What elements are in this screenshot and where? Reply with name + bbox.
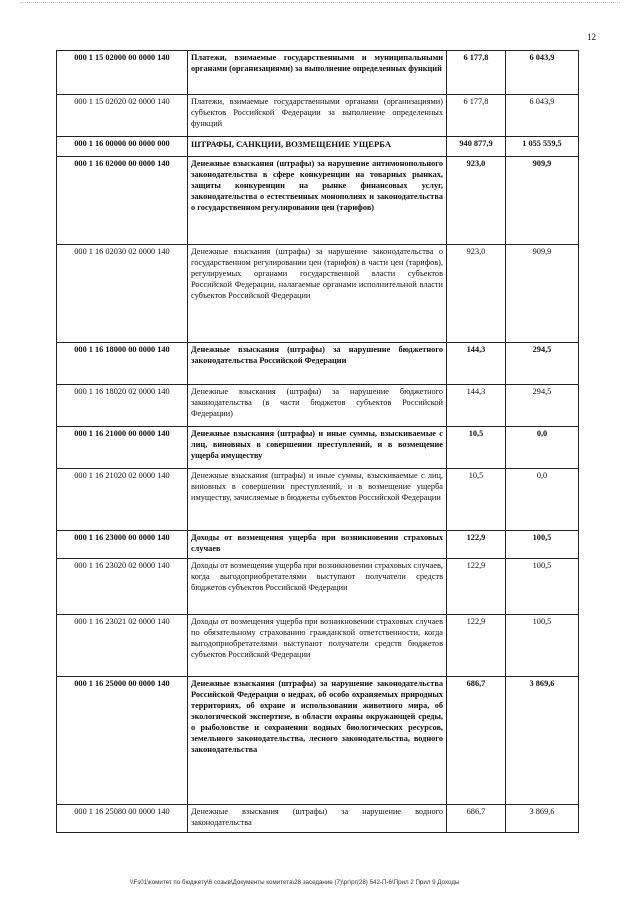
budget-code: 000 1 16 21000 00 0000 140	[57, 427, 188, 469]
table-row	[57, 51, 579, 95]
budget-code: 000 1 16 18020 02 0000 140	[57, 385, 188, 427]
income-name: ШТРАФЫ, САНКЦИИ, ВОЗМЕЩЕНИЕ УЩЕРБА	[188, 137, 447, 157]
budget-code: 000 1 16 18000 00 0000 140	[57, 343, 188, 385]
value-plan: 144,3	[447, 343, 506, 385]
table-row	[57, 385, 579, 427]
table-row	[57, 677, 579, 805]
value-actual: 3 869,6	[506, 805, 579, 833]
value-actual: 6 043,9	[506, 51, 579, 95]
value-actual: 294,5	[506, 385, 579, 427]
value-plan: 6 177,8	[447, 51, 506, 95]
budget-code: 000 1 15 02020 02 0000 140	[57, 95, 188, 137]
budget-code: 000 1 16 02030 02 0000 140	[57, 245, 188, 343]
table-row	[57, 427, 579, 469]
table-row	[57, 343, 579, 385]
value-actual: 6 043,9	[506, 95, 579, 137]
income-name: Денежные взыскания (штрафы) за нарушение бюджетного законодательства Российской Федерации	[188, 343, 447, 385]
value-plan: 122,9	[447, 559, 506, 615]
value-actual: 909,9	[506, 245, 579, 343]
income-name: Доходы от возмещения ущерба при возникновении страховых случаев по обязательному страхованию гражданской ответственности, когда выгодоприобретателями выступают получатели средств бюджетов субъектов Российской Федерации	[188, 615, 447, 677]
income-name: Денежные взыскания (штрафы) за нарушение законодательства Российской Федерации о недрах, об особо охраняемых природных территориях, об охране и использовании животного мира, об экологической экспертизе, в области охраны окружающей среды, о рыболовстве и сохранении водных биологических ресурсов, земельного законодательства, лесного законодательства, водного законодательства	[188, 677, 447, 805]
table-row	[57, 95, 579, 137]
value-plan: 686,7	[447, 805, 506, 833]
value-plan: 122,9	[447, 615, 506, 677]
table-row	[57, 137, 579, 157]
table-row	[57, 531, 579, 559]
income-name: Платежи, взимаемые государственными и муниципальными органами (организациями) за выполнение определенных функций	[188, 51, 447, 95]
budget-code: 000 1 16 25000 00 0000 140	[57, 677, 188, 805]
value-actual: 909,9	[506, 157, 579, 245]
budget-code: 000 1 16 23000 00 0000 140	[57, 531, 188, 559]
budget-code: 000 1 16 21020 02 0000 140	[57, 469, 188, 531]
value-plan: 923,0	[447, 245, 506, 343]
value-actual: 294,5	[506, 343, 579, 385]
income-name: Доходы от возмещения ущерба при возникновении страховых случаев, когда выгодоприобретателями выступают получатели средств бюджетов субъектов Российской Федерации	[188, 559, 447, 615]
value-actual: 100,5	[506, 531, 579, 559]
value-plan: 10,5	[447, 427, 506, 469]
value-plan: 144,3	[447, 385, 506, 427]
budget-code: 000 1 15 02000 00 0000 140	[57, 51, 188, 95]
value-actual: 100,5	[506, 615, 579, 677]
budget-code: 000 1 16 23021 02 0000 140	[57, 615, 188, 677]
income-name: Денежные взыскания (штрафы) за нарушение законодательства о государственном регулировании цен (тарифов) в части цен (тарифов), регулируемых органами государственной власти субъектов Российской Федерации, налагаемые органами исполнительной власти субъектов Российской Федерации	[188, 245, 447, 343]
table-row	[57, 157, 579, 245]
value-actual: 0,0	[506, 427, 579, 469]
income-name: Платежи, взимаемые государственными органами (организациями) субъектов Российской Федерации за выполнение определенных функций	[188, 95, 447, 137]
value-plan: 122,9	[447, 531, 506, 559]
file-path-footer: \\Fs01\комитет по бюджету\6 созыв\Документы комитета\28 заседание (7)\рг\рг(28) 542-П-6\Прил 2 Прил 9 Доходы	[130, 879, 460, 886]
value-plan: 940 877,9	[447, 137, 506, 157]
budget-code: 000 1 16 25080 00 0000 140	[57, 805, 188, 833]
income-name: Доходы от возмещения ущерба при возникновении страховых случаев	[188, 531, 447, 559]
scan-artifact-line	[20, 2, 620, 7]
value-plan: 923,0	[447, 157, 506, 245]
table-row	[57, 245, 579, 343]
value-actual: 1 055 559,5	[506, 137, 579, 157]
value-plan: 6 177,8	[447, 95, 506, 137]
value-plan: 686,7	[447, 677, 506, 805]
income-name: Денежные взыскания (штрафы) за нарушение бюджетного законодательства (в части бюджетов субъектов Российской Федерации)	[188, 385, 447, 427]
income-name: Денежные взыскания (штрафы) и иные суммы, взыскиваемые с лиц, виновных в совершении преступлений, и в возмещение ущерба имуществу	[188, 427, 447, 469]
page-number: 12	[587, 32, 596, 42]
revenue-table	[56, 50, 579, 833]
table-row	[57, 805, 579, 833]
income-name: Денежные взыскания (штрафы) за нарушение водного законодательства	[188, 805, 447, 833]
value-actual: 0,0	[506, 469, 579, 531]
value-actual: 100,5	[506, 559, 579, 615]
table-row	[57, 469, 579, 531]
value-plan: 10,5	[447, 469, 506, 531]
table-row	[57, 559, 579, 615]
budget-code: 000 1 16 23020 02 0000 140	[57, 559, 188, 615]
value-actual: 3 869,6	[506, 677, 579, 805]
budget-code: 000 1 16 00000 00 0000 000	[57, 137, 188, 157]
budget-code: 000 1 16 02000 00 0000 140	[57, 157, 188, 245]
income-name: Денежные взыскания (штрафы) и иные суммы, взыскиваемые с лиц, виновных в совершении преступлений, и в возмещение ущерба имуществу, зачисляемые в бюджеты субъектов Российской Федерации	[188, 469, 447, 531]
income-name: Денежные взыскания (штрафы) за нарушение антимонопольного законодательства в сфере конкуренции на товарных рынках, защиты конкуренции на рынке финансовых услуг, законодательства о естественных монополиях и законодательства о государственном регулировании цен (тарифов)	[188, 157, 447, 245]
table-row	[57, 615, 579, 677]
